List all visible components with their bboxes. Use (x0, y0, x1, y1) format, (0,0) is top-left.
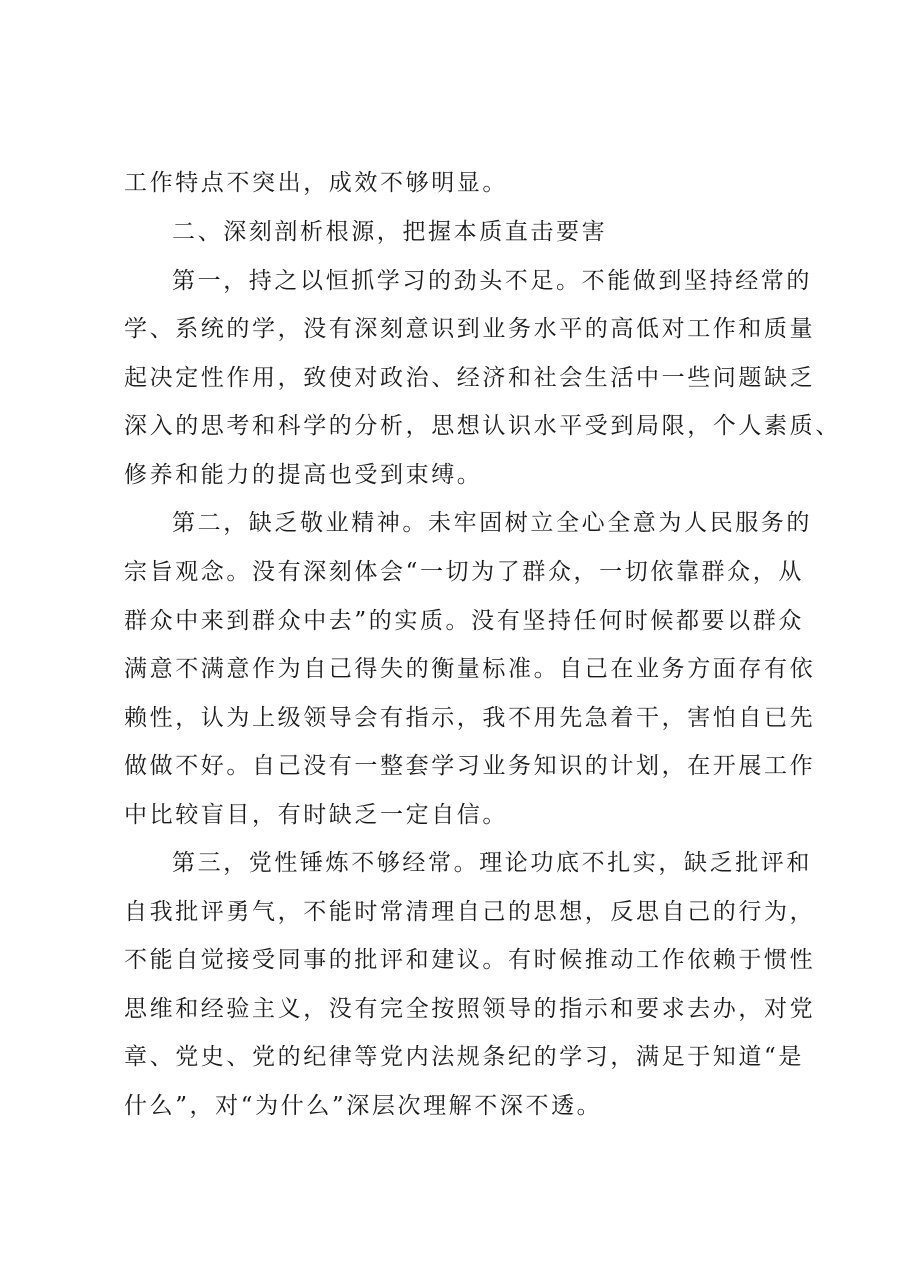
paragraph-line: 章、党史、党的纪律等党内法规条纪的学习，满足于知道“是 (124, 1044, 804, 1070)
paragraph-line: 第三，党性锤炼不够经常。理论功底不扎实，缺乏批评和 (172, 850, 812, 876)
paragraph-line: 什么”，对“为什么”深层次理解不深不透。 (124, 1093, 603, 1119)
section-heading: 二、深刻剖析根源，把握本质直击要害 (172, 219, 608, 245)
paragraph-line: 自我批评勇气，不能时常清理自己的思想，反思自己的行为， (124, 899, 816, 925)
paragraph-line: 思维和经验主义，没有完全按照领导的指示和要求去办，对党 (124, 996, 816, 1022)
paragraph-line: 起决定性作用，致使对政治、经济和社会生活中一些问题缺乏 (124, 365, 816, 391)
paragraph-line: 修养和能力的提高也受到束缚。 (124, 462, 483, 488)
paragraph-line: 工作特点不突出，成效不够明显。 (124, 170, 508, 196)
paragraph-line: 学、系统的学，没有深刻意识到业务水平的高低对工作和质量 (124, 316, 816, 342)
paragraph-line: 不能自觉接受同事的批评和建议。有时候推动工作依赖于惯性 (124, 947, 816, 973)
paragraph-line: 满意不满意作为自己得失的衡量标准。自己在业务方面存有依 (124, 656, 816, 682)
paragraph-line: 做做不好。自己没有一整套学习业务知识的计划，在开展工作 (124, 753, 816, 779)
paragraph-line: 宗旨观念。没有深刻体会“一切为了群众，一切依靠群众，从 (124, 559, 804, 585)
paragraph-line: 群众中来到群众中去”的实质。没有坚持任何时候都要以群众 (124, 608, 804, 634)
paragraph-line: 中比较盲目，有时缺乏一定自信。 (124, 802, 508, 828)
paragraph-line: 深入的思考和科学的分析，思想认识水平受到局限，个人素质、 (124, 413, 841, 439)
paragraph-line: 第二，缺乏敬业精神。未牢固树立全心全意为人民服务的 (172, 510, 812, 536)
paragraph-line: 赖性，认为上级领导会有指示，我不用先急着干，害怕自已先 (124, 705, 816, 731)
paragraph-line: 第一，持之以恒抓学习的劲头不足。不能做到坚持经常的 (172, 268, 812, 294)
